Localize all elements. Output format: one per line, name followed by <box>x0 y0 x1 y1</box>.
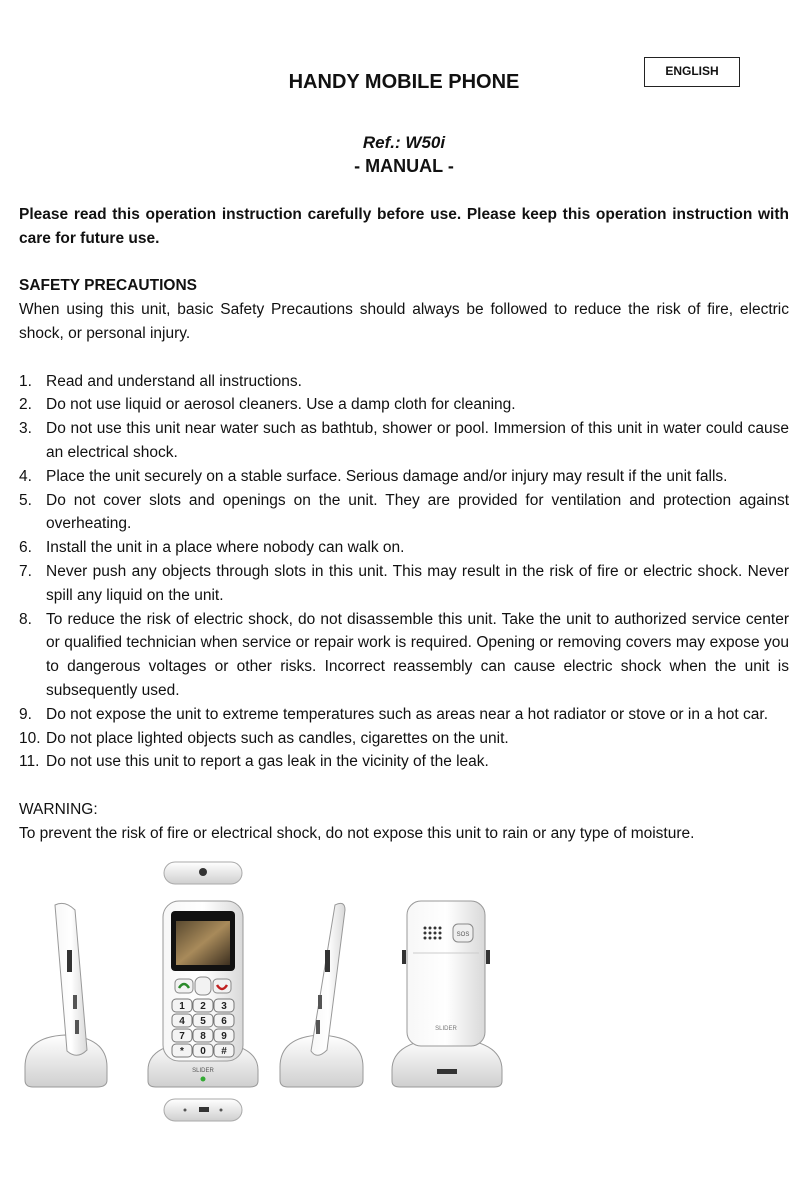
list-item: 2. Do not use liquid or aerosol cleaners. Use a damp cloth for cleaning. <box>19 396 516 414</box>
list-item: 1. Read and understand all instructions. <box>19 372 302 390</box>
warning-text: To prevent the risk of fire or electrical shock, do not expose this unit to rain or any type of moisture. <box>19 824 695 842</box>
warning-heading: WARNING: <box>19 800 98 818</box>
svg-text:6: 6 <box>221 1016 227 1027</box>
svg-text:#: # <box>221 1046 227 1057</box>
manual-label: - MANUAL - <box>354 156 454 176</box>
safety-text: When using this unit, basic Safety Precautions should always be followed to reduce the risk of fire, electric shock, or personal injury. <box>19 301 789 342</box>
list-item: 7. Never push any objects through slots in this unit. This may result in the risk of fire or electric shock. Never spill any liquid on the unit. <box>19 562 789 604</box>
svg-text:1: 1 <box>179 1001 185 1012</box>
list-item: 6. Install the unit in a place where nobody can walk on. <box>19 539 405 557</box>
intro-paragraph: Please read this operation instruction carefully before use. Please keep this operation instruction with care for future use. <box>19 206 789 247</box>
svg-text:8: 8 <box>200 1031 206 1042</box>
phone-front-view <box>148 901 258 1087</box>
svg-text:7: 7 <box>179 1031 185 1042</box>
svg-text:2: 2 <box>200 1001 206 1012</box>
list-item: 10. Do not place lighted objects such as candles, cigarettes on the unit. <box>19 729 509 747</box>
svg-text:0: 0 <box>200 1046 206 1057</box>
phone-side-view-right <box>280 903 363 1087</box>
manual-body <box>19 203 789 846</box>
phone-top-view <box>164 862 242 884</box>
safety-list <box>19 370 789 775</box>
phone-illustration <box>15 855 515 1130</box>
list-item: 5. Do not cover slots and openings on the unit. They are provided for ventilation and protection against overheating. <box>19 491 789 533</box>
list-item: 3. Do not use this unit near water such as bathtub, shower or pool. Immersion of this unit in water could cause an electrical shock. <box>19 420 789 461</box>
phone-bottom-view <box>164 1099 242 1121</box>
list-item: 11. Do not use this unit to report a gas leak in the vicinity of the leak. <box>19 753 489 771</box>
svg-text:*: * <box>180 1046 184 1057</box>
svg-text:5: 5 <box>200 1016 206 1027</box>
phone-back-view <box>392 901 502 1087</box>
svg-text:SOS: SOS <box>456 932 470 938</box>
phone-side-view-left <box>25 903 107 1087</box>
svg-text:SLIDER: SLIDER <box>192 1068 214 1074</box>
svg-text:4: 4 <box>179 1016 185 1027</box>
model-reference: Ref.: W50i <box>362 133 446 152</box>
svg-text:3: 3 <box>221 1001 227 1012</box>
document-title: HANDY MOBILE PHONE <box>288 71 520 93</box>
list-item: 9. Do not expose the unit to extreme temperatures such as areas near a hot radiator or stove or in a hot car. <box>19 705 769 723</box>
svg-text:SLIDER: SLIDER <box>435 1026 457 1032</box>
language-badge: ENGLISH <box>644 57 740 87</box>
list-item: 4. Place the unit securely on a stable surface. Serious damage and/or injury may result if the unit falls. <box>19 467 728 485</box>
safety-heading: SAFETY PRECAUTIONS <box>19 277 197 295</box>
svg-text:9: 9 <box>221 1031 227 1042</box>
list-item: 8. To reduce the risk of electric shock, do not disassemble this unit. Take the unit to authorized service center or qualified technician when service or repair work is required. Opening or removing covers may expose you to dangerous voltages or other risks. Incorrect reassembly can cause electric shock when the unit is subsequently used. <box>19 610 789 699</box>
